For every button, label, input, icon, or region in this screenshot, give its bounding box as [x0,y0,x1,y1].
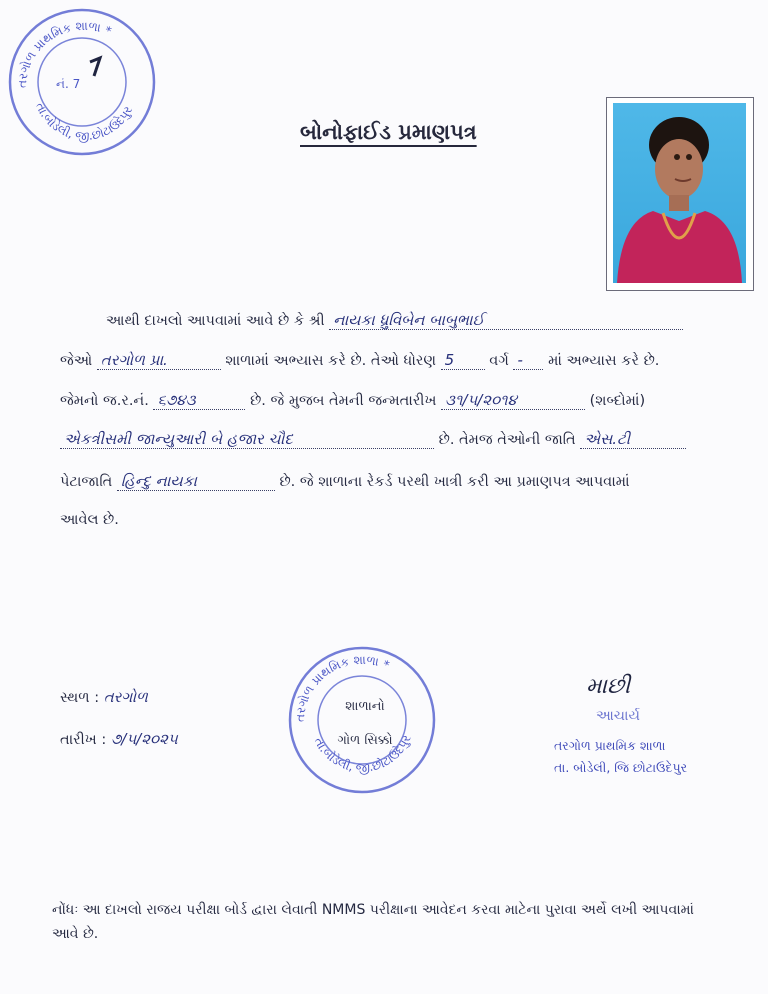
footer-note: નોંધઃ આ દાખલો રાજય પરીક્ષા બોર્ડ દ્વારા લેવાતી NMMS પરીક્ષાના આવેદન કરવા માટેના પુરાવા અર્થે લખી આપવામાં આવે છે. [52,902,694,942]
page-title: બોનોફાઈડ પ્રમાણપત્ર [300,120,477,144]
place-value: તરગોળ [103,688,148,706]
principal-school: તરગોળ પ્રાથમિક શાળા [554,738,666,753]
school-stamp-top [4,2,160,160]
birth-date-field: ૩૧/૫/૨૦૧૪ [441,391,585,410]
body-line-4: એકત્રીસમી જાન્યુઆરી બે હજાર ચૌદ છે. તેમજ તેઓની જાતિ એસ.ટી [60,430,686,449]
place-row: સ્થળ : તરગોળ [60,688,148,706]
standard-field: 5 [441,351,485,370]
body-line-1: આથી દાખલો આપવામાં આવે છે કે શ્રી નાયકા ધ્રુવિબેન બાબુભાઈ [106,311,683,330]
principal-signature: માછી [586,674,631,699]
stamp-center-label: શાળાનો ગોળ સિક્કો [337,699,393,748]
student-photo [613,103,746,283]
principal-title: આચાર્ય [596,708,640,724]
birth-date-words-field: એકત્રીસમી જાન્યુઆરી બે હજાર ચૌદ [60,430,434,449]
date-value: ૭/૫/૨૦૨૫ [110,730,178,748]
stamp-number: નં. 7 [56,77,81,91]
stamp-top-arc-text: તરગોળ પ્રાથમિક શાળા * [14,18,114,89]
body-line-6: આવેલ છે. [60,512,119,528]
stamp2-top-arc-text: તરગોળ પ્રાથમિક શાળા * [292,652,392,723]
body-line-3: જેમનો જ.ર.નં. ૬૭૪૩ છે. જે મુજબ તેમની જન્મતારીખ ૩૧/૫/૨૦૧૪ (શબ્દોમાં) [60,391,646,409]
division-field: - [513,351,543,370]
body-line-5: પેટાજાતિ હિન્દુ નાયકા છે. જે શાળાના રેકર્ડ પરથી ખાત્રી કરી આ પ્રમાણપત્ર આપવામાં [60,472,630,490]
stamp2-bottom-arc-text: તા.બોડેલી, જી.છોટાઉદેપુર [311,732,414,775]
sub-caste-field: હિન્દુ નાયકા [117,472,275,491]
principal-location: તા. બોડેલી, જિ છોટાઉદેપુર [554,760,688,775]
student-name-field: નાયકા ધ્રુવિબેન બાબુભાઈ [329,311,683,330]
date-row: તારીખ : ૭/૫/૨૦૨૫ [60,730,178,748]
stamp-bottom-arc-text: તા.બોડેલી, જી.છોટાઉદેપુર [32,100,136,144]
caste-field: એસ.ટી [580,430,686,449]
register-no-field: ૬૭૪૩ [153,391,245,410]
school-name-field: તરગોળ પ્રા. [97,351,221,370]
body-line-2: જેઓ તરગોળ પ્રા. શાળામાં અભ્યાસ કરે છે. તેઓ ધોરણ 5 વર્ગ - માં અભ્યાસ કરે છે. [60,351,660,369]
